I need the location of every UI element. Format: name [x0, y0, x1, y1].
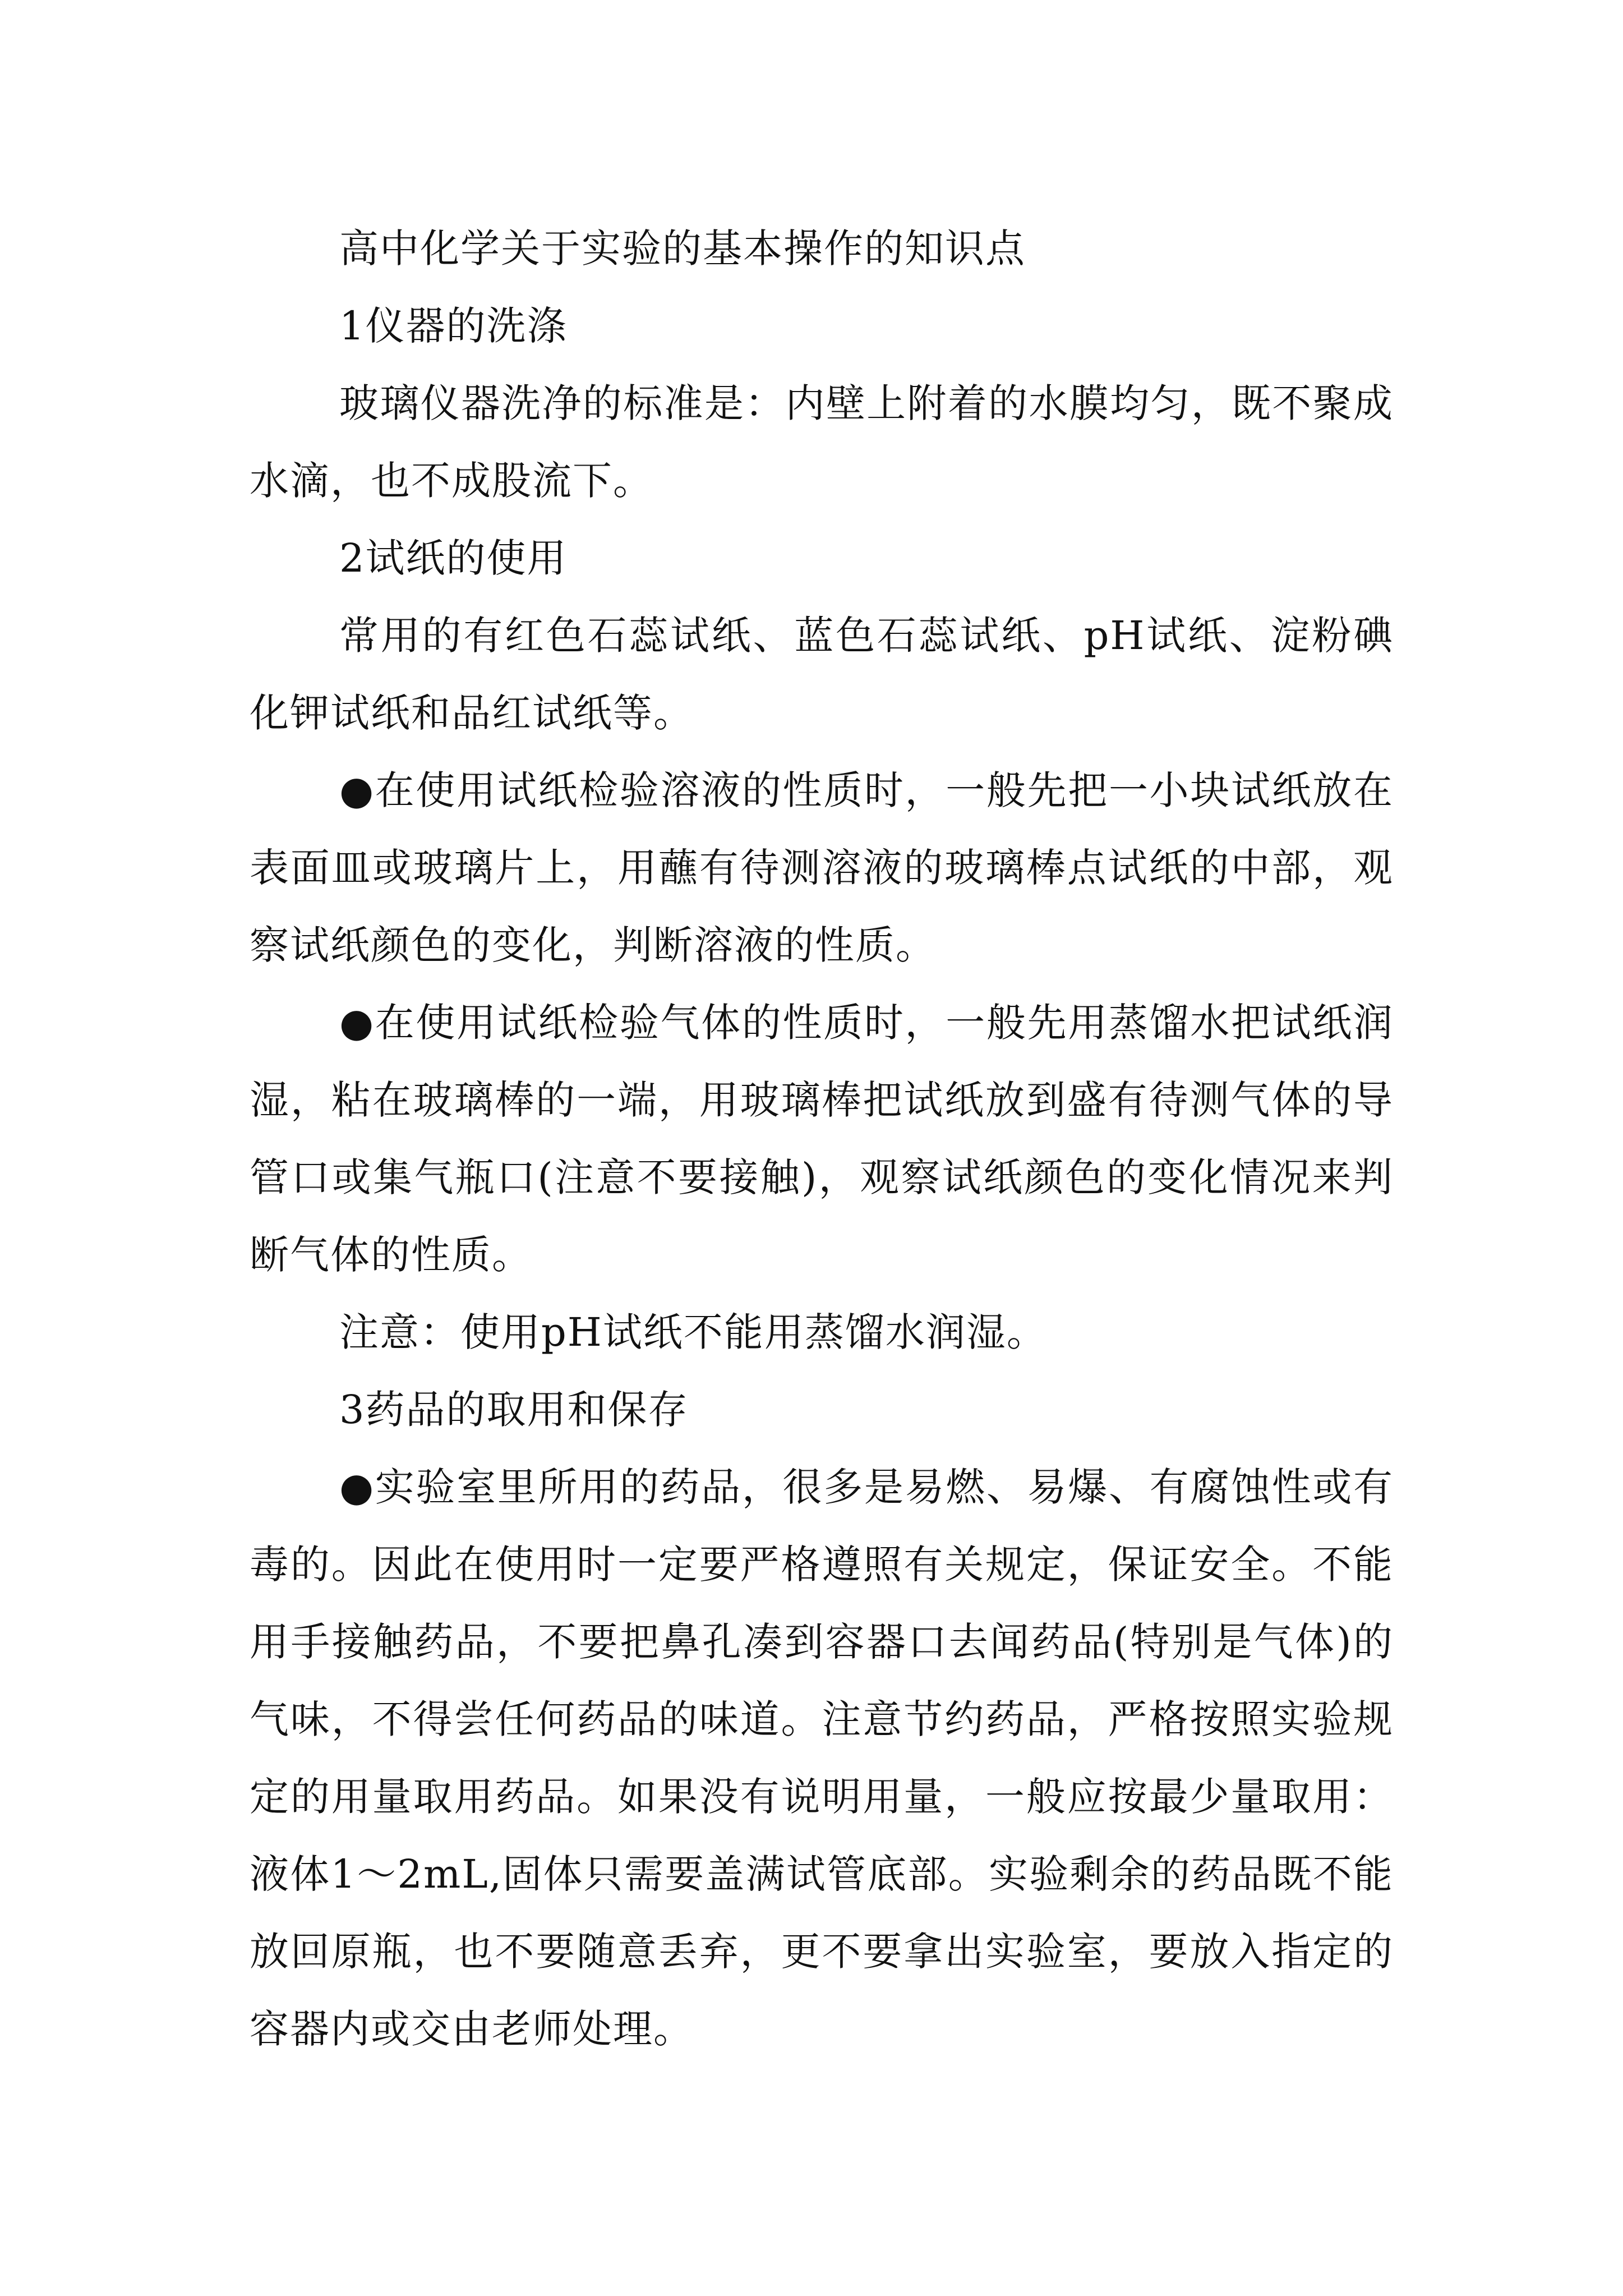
- document-title: 高中化学关于实验的基本操作的知识点: [339, 226, 1026, 272]
- section-heading-2: 2试纸的使用: [339, 535, 568, 581]
- bullet-paragraph-2: ●在使用试纸检验气体的性质时，一般先用蒸馏水把试纸润湿，粘在玻璃棒的一端，用玻璃棒把试纸放到盛有待测气体的导管口或集气瓶口(注意不要接触)，观察试纸颜色的变化情况来判断气体的性质。: [250, 1000, 1394, 1278]
- bullet-paragraph-3: ●实验室里所用的药品，很多是易燃、易爆、有腐蚀性或有毒的。因此在使用时一定要严格遵照有关规定，保证安全。不能用手接触药品，不要把鼻孔凑到容器口去闻药品(特别是气体)的气味，不得尝任何药品的味道。注意节约药品，严格按照实验规定的用量取用药品。如果没有说明用量，一般应按最少量取用：液体1～2mL,固体只需要盖满试管底部。实验剩余的药品既不能放回原瓶，也不要随意丢弃，更不要拿出实验室，要放入指定的容器内或交由老师处理。: [250, 1464, 1394, 2052]
- bullet-paragraph-1: ●在使用试纸检验溶液的性质时，一般先把一小块试纸放在表面皿或玻璃片上，用蘸有待测溶液的玻璃棒点试纸的中部，观察试纸颜色的变化，判断溶液的性质。: [250, 767, 1394, 968]
- paragraph-1: 玻璃仪器洗净的标准是：内壁上附着的水膜均匀，既不聚成水滴，也不成股流下。: [250, 380, 1394, 504]
- paragraph-2: 常用的有红色石蕊试纸、蓝色石蕊试纸、pH试纸、淀粉碘化钾试纸和品红试纸等。: [250, 613, 1394, 736]
- section-heading-1: 1仪器的洗涤: [339, 303, 568, 349]
- section-heading-3: 3药品的取用和保存: [339, 1387, 689, 1433]
- note-paragraph: 注意：使用pH试纸不能用蒸馏水润湿。: [339, 1309, 1047, 1355]
- document-body: [250, 210, 1394, 2068]
